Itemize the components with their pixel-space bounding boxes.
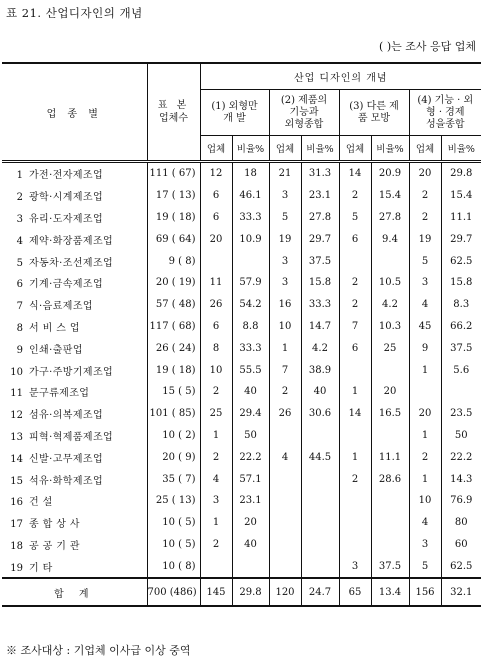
- total-c2p: 24.7: [301, 578, 339, 606]
- cat4-count-header: 업체: [409, 136, 441, 162]
- cat3-count-header: 업체: [339, 136, 371, 162]
- c2n-cell: [269, 468, 301, 490]
- c3p-cell: 20: [371, 381, 409, 403]
- industry-cell: [2, 337, 147, 359]
- c1n-cell: 6: [200, 185, 232, 207]
- c3n-cell: 1: [339, 446, 371, 468]
- c3p-cell: [371, 359, 409, 381]
- total-c4p: 32.1: [441, 578, 481, 606]
- table-row: [2, 185, 481, 207]
- c2p-cell: [301, 555, 339, 578]
- row-number: 2: [16, 192, 23, 204]
- industry-name: 인쇄·출판업: [29, 344, 83, 356]
- c2p-cell: [301, 425, 339, 447]
- c2n-cell: [269, 534, 301, 556]
- c3p-cell: 27.8: [371, 207, 409, 229]
- c1p-cell: 8.8: [232, 316, 269, 338]
- c2n-cell: 3: [269, 250, 301, 272]
- row-number: 10: [10, 366, 23, 378]
- cat2-header: [269, 90, 339, 136]
- industry-name: 섬유·의복제조업: [29, 410, 103, 422]
- c1n-cell: 2: [200, 381, 232, 403]
- sample-cell: 9 ( 8): [147, 250, 200, 272]
- c2n-cell: 2: [269, 381, 301, 403]
- industry-cell: [2, 512, 147, 534]
- industry-name: 가전·전자제조업: [29, 170, 103, 182]
- c1n-cell: 8: [200, 337, 232, 359]
- sample-cell: 10 ( 5): [147, 534, 200, 556]
- sample-cell: 69 ( 64): [147, 228, 200, 250]
- c4p-cell: 15.8: [441, 272, 481, 294]
- c1p-cell: 33.3: [232, 207, 269, 229]
- table-row: [2, 359, 481, 381]
- sample-header-line2: 업체수: [159, 113, 188, 124]
- c3p-cell: 9.4: [371, 228, 409, 250]
- industry-name: 제약·화장품제조업: [29, 235, 114, 247]
- c4p-cell: 29.7: [441, 228, 481, 250]
- table-row: [2, 446, 481, 468]
- c1n-cell: 26: [200, 294, 232, 316]
- cat3-header: [339, 90, 409, 136]
- c2p-cell: 29.7: [301, 228, 339, 250]
- c3p-cell: 25: [371, 337, 409, 359]
- table-row: [2, 381, 481, 403]
- c4p-cell: 14.3: [441, 468, 481, 490]
- c3n-cell: [339, 512, 371, 534]
- industry-cell: [2, 446, 147, 468]
- c2p-cell: [301, 490, 339, 512]
- table-row: [2, 512, 481, 534]
- c3p-cell: 16.5: [371, 403, 409, 425]
- c4n-cell: 3: [409, 534, 441, 556]
- sample-cell: 10 ( 2): [147, 425, 200, 447]
- c4p-cell: 11.1: [441, 207, 481, 229]
- c2n-cell: [269, 512, 301, 534]
- c1p-cell: 33.3: [232, 337, 269, 359]
- c2p-cell: [301, 468, 339, 490]
- sample-header-line1: 표 본: [157, 100, 190, 111]
- table-row: [2, 337, 481, 359]
- sample-cell: 17 ( 13): [147, 185, 200, 207]
- sample-cell: 25 ( 13): [147, 490, 200, 512]
- cat1-line1: (1) 외형만: [211, 100, 258, 112]
- sample-cell: 20 ( 19): [147, 272, 200, 294]
- c1p-cell: 50: [232, 425, 269, 447]
- c2p-cell: 31.3: [301, 162, 339, 185]
- c1p-cell: 40: [232, 381, 269, 403]
- c2p-cell: 33.3: [301, 294, 339, 316]
- c3p-cell: 4.2: [371, 294, 409, 316]
- c3n-cell: 1: [339, 381, 371, 403]
- c1p-cell: 46.1: [232, 185, 269, 207]
- c3n-cell: [339, 250, 371, 272]
- c2p-cell: 15.8: [301, 272, 339, 294]
- industry-name: 가구·주방기제조업: [29, 366, 114, 378]
- c4n-cell: 4: [409, 294, 441, 316]
- c2n-cell: 10: [269, 316, 301, 338]
- row-number: 3: [16, 213, 23, 225]
- c4p-cell: 80: [441, 512, 481, 534]
- total-c4n: 156: [409, 578, 441, 606]
- c4p-cell: 62.5: [441, 250, 481, 272]
- industry-cell: [2, 316, 147, 338]
- c1n-cell: 6: [200, 316, 232, 338]
- cat4-line1: (4) 기능 · 외: [417, 94, 474, 106]
- c1p-cell: 54.2: [232, 294, 269, 316]
- c3n-cell: 14: [339, 403, 371, 425]
- table-row: [2, 555, 481, 578]
- industry-name: 문구류제조업: [29, 388, 90, 400]
- row-number: 11: [10, 388, 23, 400]
- cat1-count-header: 업체: [200, 136, 232, 162]
- row-number: 15: [10, 475, 23, 487]
- c3n-cell: [339, 425, 371, 447]
- c3p-cell: [371, 425, 409, 447]
- c1n-cell: 2: [200, 534, 232, 556]
- industry-name: 광학·시계제조업: [29, 192, 103, 204]
- c2n-cell: 1: [269, 337, 301, 359]
- cat2-line2: 기능과: [289, 106, 319, 118]
- industry-name: 기 타: [29, 562, 53, 574]
- c3p-cell: [371, 512, 409, 534]
- c2n-cell: [269, 555, 301, 578]
- row-number: 17: [10, 519, 23, 531]
- c2n-cell: 4: [269, 446, 301, 468]
- sample-cell: 10 ( 5): [147, 512, 200, 534]
- industry-cell: [2, 381, 147, 403]
- c3p-cell: [371, 250, 409, 272]
- c4n-cell: 20: [409, 162, 441, 185]
- c1p-cell: 55.5: [232, 359, 269, 381]
- table-row: [2, 403, 481, 425]
- total-c1n: 145: [200, 578, 232, 606]
- row-number: 12: [10, 410, 23, 422]
- c1n-cell: 2: [200, 446, 232, 468]
- total-c3n: 65: [339, 578, 371, 606]
- cat3-ratio-header: 비율%: [371, 136, 409, 162]
- c1n-cell: 1: [200, 512, 232, 534]
- industry-cell: [2, 468, 147, 490]
- c3p-cell: 11.1: [371, 446, 409, 468]
- row-number: 13: [10, 431, 23, 443]
- c3n-cell: 5: [339, 207, 371, 229]
- c3p-cell: [371, 534, 409, 556]
- c4p-cell: 29.8: [441, 162, 481, 185]
- industry-name: 종 합 상 사: [29, 519, 80, 531]
- sample-cell: 19 ( 18): [147, 207, 200, 229]
- sample-cell: 57 ( 48): [147, 294, 200, 316]
- cat4-line2: 형 · 경제: [425, 106, 465, 118]
- c4n-cell: 1: [409, 359, 441, 381]
- row-number: 16: [10, 497, 23, 509]
- row-number: 5: [16, 257, 23, 269]
- row-number: 7: [16, 301, 23, 313]
- c4p-cell: 66.2: [441, 316, 481, 338]
- sample-header: [147, 63, 200, 162]
- c4p-cell: 22.2: [441, 446, 481, 468]
- c2n-cell: [269, 490, 301, 512]
- cat1-line2: 개 발: [223, 112, 246, 124]
- c2n-cell: 5: [269, 207, 301, 229]
- c4n-cell: 2: [409, 185, 441, 207]
- c3n-cell: [339, 534, 371, 556]
- c1p-cell: 23.1: [232, 490, 269, 512]
- sample-cell: 10 ( 8): [147, 555, 200, 578]
- c1n-cell: 11: [200, 272, 232, 294]
- row-number: 6: [16, 279, 23, 291]
- c1p-cell: 10.9: [232, 228, 269, 250]
- c3n-cell: 6: [339, 228, 371, 250]
- total-c2n: 120: [269, 578, 301, 606]
- c1n-cell: 6: [200, 207, 232, 229]
- table-note: ( )는 조사 응답 업체: [379, 40, 476, 53]
- c2n-cell: 16: [269, 294, 301, 316]
- c3p-cell: 10.3: [371, 316, 409, 338]
- c4p-cell: 5.6: [441, 359, 481, 381]
- industry-cell: [2, 534, 147, 556]
- c1n-cell: 3: [200, 490, 232, 512]
- c3p-cell: 15.4: [371, 185, 409, 207]
- industry-name: 신발·고무제조업: [29, 453, 103, 465]
- industry-cell: [2, 555, 147, 578]
- c4p-cell: [441, 381, 481, 403]
- table-row: [2, 468, 481, 490]
- c4p-cell: 23.5: [441, 403, 481, 425]
- industry-cell: [2, 403, 147, 425]
- c1n-cell: 25: [200, 403, 232, 425]
- table-row: [2, 228, 481, 250]
- cat4-line3: 성을종합: [425, 118, 465, 130]
- c4n-cell: 5: [409, 555, 441, 578]
- table-title: 표 21. 산업디자인의 개념: [6, 6, 143, 20]
- industry-name: 서 비 스 업: [29, 322, 80, 334]
- c4n-cell: 3: [409, 272, 441, 294]
- table-row: [2, 207, 481, 229]
- industry-name: 유리·도자제조업: [29, 213, 103, 225]
- cat2-line3: 외형종합: [284, 118, 324, 130]
- industry-name: 기계·금속제조업: [29, 279, 103, 291]
- table-row: [2, 316, 481, 338]
- c2n-cell: 26: [269, 403, 301, 425]
- industry-name: 석유·화학제조업: [29, 475, 103, 487]
- cat1-header: [200, 90, 269, 136]
- table-row: [2, 272, 481, 294]
- c4n-cell: [409, 381, 441, 403]
- c4p-cell: 62.5: [441, 555, 481, 578]
- industry-name: 피혁·혁제품제조업: [29, 431, 114, 443]
- cat3-line1: (3) 다른 제: [349, 100, 399, 112]
- c2p-cell: 40: [301, 381, 339, 403]
- c4n-cell: 5: [409, 250, 441, 272]
- c1p-cell: 20: [232, 512, 269, 534]
- concept-table: [2, 62, 481, 607]
- c3n-cell: 2: [339, 272, 371, 294]
- sample-cell: 101 ( 85): [147, 403, 200, 425]
- row-number: 9: [16, 344, 23, 356]
- c2n-cell: [269, 425, 301, 447]
- sample-cell: 15 ( 5): [147, 381, 200, 403]
- cat1-ratio-header: 비율%: [232, 136, 269, 162]
- c4p-cell: 50: [441, 425, 481, 447]
- row-number: 8: [16, 322, 23, 334]
- c1p-cell: [232, 555, 269, 578]
- industry-cell: [2, 162, 147, 185]
- cat4-header: [409, 90, 481, 136]
- footnote: ※ 조사대상 : 기업체 이사급 이상 중역: [6, 644, 191, 657]
- c3n-cell: [339, 490, 371, 512]
- industry-cell: [2, 185, 147, 207]
- c3n-cell: 3: [339, 555, 371, 578]
- row-number: 14: [10, 453, 23, 465]
- c1p-cell: 57.9: [232, 272, 269, 294]
- c2p-cell: 37.5: [301, 250, 339, 272]
- c3p-cell: 37.5: [371, 555, 409, 578]
- sample-cell: 26 ( 24): [147, 337, 200, 359]
- row-number: 18: [10, 540, 23, 552]
- c3n-cell: 2: [339, 468, 371, 490]
- c3p-cell: 20.9: [371, 162, 409, 185]
- c4n-cell: 9: [409, 337, 441, 359]
- sample-cell: 111 ( 67): [147, 162, 200, 185]
- table-row: [2, 490, 481, 512]
- industry-header: 업 종 별: [2, 63, 147, 162]
- c3p-cell: 10.5: [371, 272, 409, 294]
- cat2-line1: (2) 제품의: [280, 94, 328, 106]
- c1p-cell: 22.2: [232, 446, 269, 468]
- row-number: 4: [16, 235, 23, 247]
- sample-cell: 20 ( 9): [147, 446, 200, 468]
- c1p-cell: 40: [232, 534, 269, 556]
- sample-cell: 35 ( 7): [147, 468, 200, 490]
- c3p-cell: 28.6: [371, 468, 409, 490]
- table-row: [2, 534, 481, 556]
- c4n-cell: 2: [409, 207, 441, 229]
- c4p-cell: 37.5: [441, 337, 481, 359]
- cat3-line2: 품 모방: [357, 112, 391, 124]
- industry-cell: [2, 228, 147, 250]
- table-row: [2, 250, 481, 272]
- c4p-cell: 15.4: [441, 185, 481, 207]
- total-c1p: 29.8: [232, 578, 269, 606]
- c1n-cell: [200, 250, 232, 272]
- c1p-cell: 18: [232, 162, 269, 185]
- c1n-cell: 4: [200, 468, 232, 490]
- c3p-cell: [371, 490, 409, 512]
- c2p-cell: 30.6: [301, 403, 339, 425]
- c4n-cell: 2: [409, 446, 441, 468]
- c3n-cell: 6: [339, 337, 371, 359]
- c1p-cell: 57.1: [232, 468, 269, 490]
- c2p-cell: 14.7: [301, 316, 339, 338]
- c4n-cell: 10: [409, 490, 441, 512]
- c2p-cell: 38.9: [301, 359, 339, 381]
- industry-name: 식·음료제조업: [29, 301, 93, 313]
- c2p-cell: [301, 512, 339, 534]
- c2p-cell: 4.2: [301, 337, 339, 359]
- c4n-cell: 4: [409, 512, 441, 534]
- industry-name: 자동차·조선제조업: [29, 257, 114, 269]
- c3n-cell: 14: [339, 162, 371, 185]
- industry-cell: [2, 425, 147, 447]
- c3n-cell: 2: [339, 294, 371, 316]
- c4p-cell: 60: [441, 534, 481, 556]
- c1p-cell: 29.4: [232, 403, 269, 425]
- c1n-cell: 20: [200, 228, 232, 250]
- row-number: 1: [16, 170, 23, 182]
- industry-cell: [2, 272, 147, 294]
- c1p-cell: [232, 250, 269, 272]
- c1n-cell: 1: [200, 425, 232, 447]
- c4n-cell: 45: [409, 316, 441, 338]
- c2n-cell: 3: [269, 272, 301, 294]
- row-number: 19: [10, 562, 23, 574]
- table-row: [2, 162, 481, 185]
- table-row: [2, 294, 481, 316]
- c2n-cell: 3: [269, 185, 301, 207]
- c1n-cell: 12: [200, 162, 232, 185]
- cat4-ratio-header: 비율%: [441, 136, 481, 162]
- c4p-cell: 76.9: [441, 490, 481, 512]
- table-row: [2, 425, 481, 447]
- industry-name: 건 설: [29, 497, 53, 509]
- c3n-cell: 7: [339, 316, 371, 338]
- c1n-cell: [200, 555, 232, 578]
- concept-header: 산업 디자인의 개념: [200, 63, 481, 90]
- c2p-cell: [301, 534, 339, 556]
- industry-cell: [2, 294, 147, 316]
- c4n-cell: 19: [409, 228, 441, 250]
- sample-cell: 117 ( 68): [147, 316, 200, 338]
- c3n-cell: 2: [339, 185, 371, 207]
- industry-cell: [2, 359, 147, 381]
- total-label: 합 계: [2, 578, 147, 606]
- total-row: [2, 578, 481, 606]
- sample-cell: 19 ( 18): [147, 359, 200, 381]
- c2p-cell: 44.5: [301, 446, 339, 468]
- industry-name: 공 공 기 관: [29, 540, 80, 552]
- industry-cell: [2, 490, 147, 512]
- total-c3p: 13.4: [371, 578, 409, 606]
- c1n-cell: 10: [200, 359, 232, 381]
- c2n-cell: 19: [269, 228, 301, 250]
- c4n-cell: 1: [409, 425, 441, 447]
- c4n-cell: 20: [409, 403, 441, 425]
- c4p-cell: 8.3: [441, 294, 481, 316]
- c2n-cell: 21: [269, 162, 301, 185]
- total-sample: 700 (486): [147, 578, 200, 606]
- industry-cell: [2, 207, 147, 229]
- table-body: [2, 162, 481, 607]
- cat2-count-header: 업체: [269, 136, 301, 162]
- c2p-cell: 27.8: [301, 207, 339, 229]
- c4n-cell: 1: [409, 468, 441, 490]
- c3n-cell: [339, 359, 371, 381]
- industry-cell: [2, 250, 147, 272]
- c2p-cell: 23.1: [301, 185, 339, 207]
- cat2-ratio-header: 비율%: [301, 136, 339, 162]
- c2n-cell: 7: [269, 359, 301, 381]
